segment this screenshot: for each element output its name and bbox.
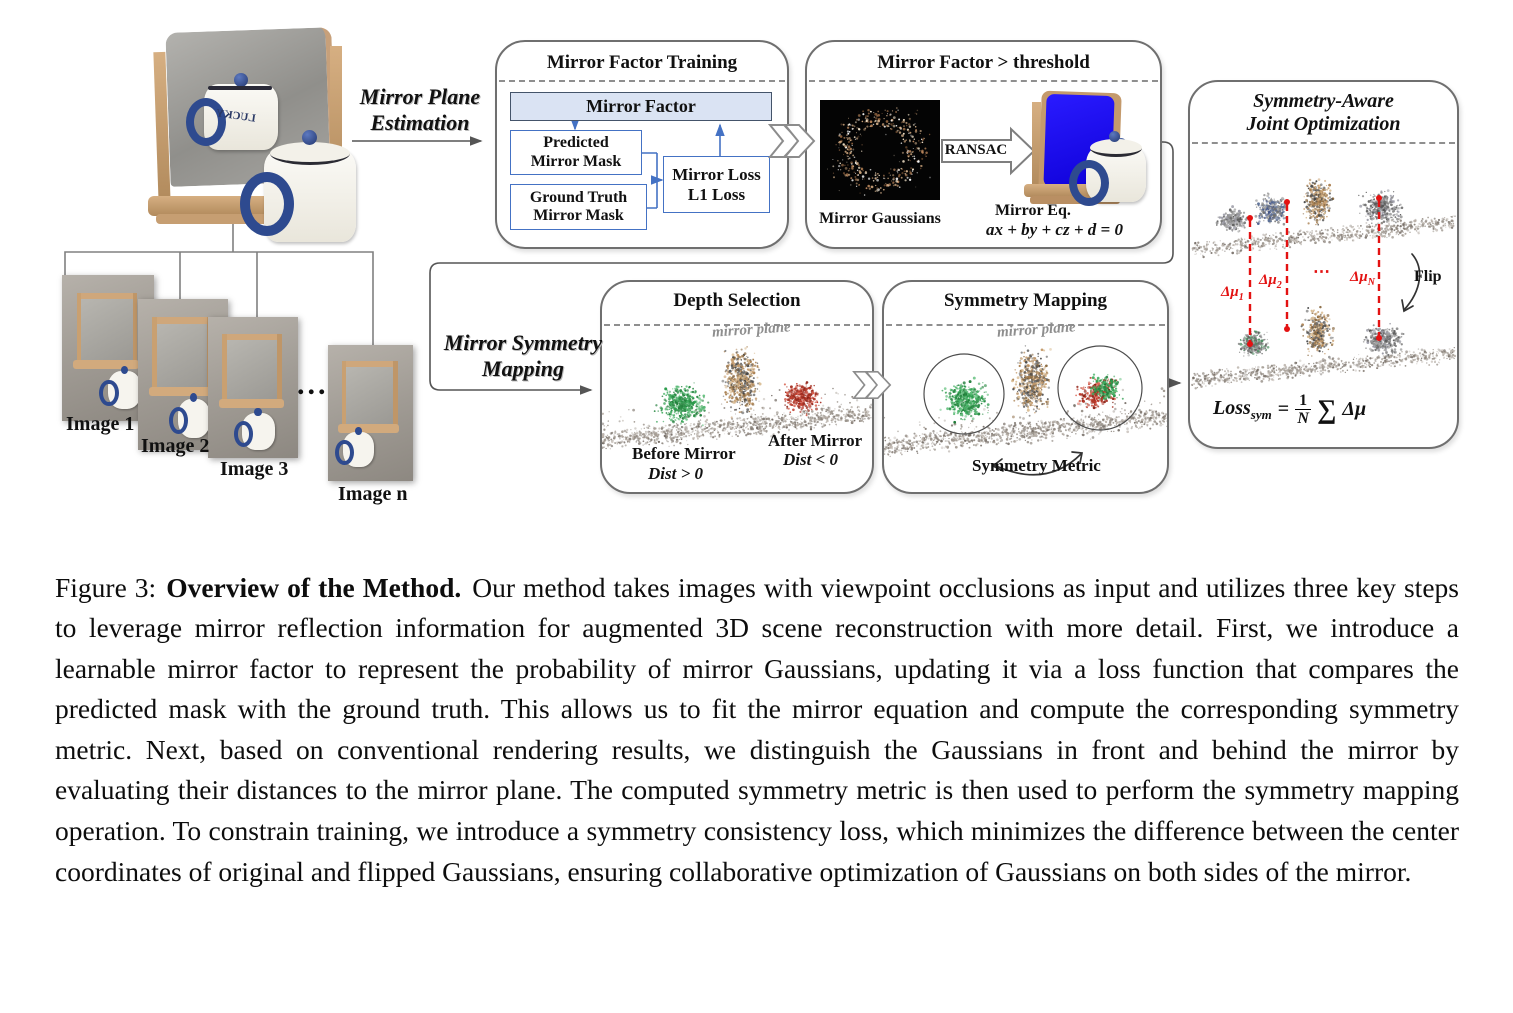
thumb-mirror <box>345 364 394 427</box>
symmetry-metric-label: Symmetry Metric <box>972 456 1101 475</box>
thumb-base <box>73 360 139 369</box>
thumb-mug-handle <box>99 380 118 406</box>
thumb-mug-handle <box>169 407 188 434</box>
fraction-denominator: N <box>1297 410 1309 428</box>
mirror-plane-estimation-label <box>346 84 494 137</box>
delta-mu-1-label <box>1221 284 1244 303</box>
estimation-line2: Estimation <box>370 110 470 136</box>
joint-panel-title-line2: Joint Optimization <box>1246 113 1401 135</box>
summation-sign: ∑ <box>1317 394 1337 425</box>
thumb-frame <box>342 361 398 367</box>
thumb-post <box>222 334 227 402</box>
loss-word <box>1213 397 1272 423</box>
predicted-mirror-mask-box <box>510 130 642 175</box>
eq-mug <box>1086 146 1146 202</box>
input-image-n <box>328 345 413 481</box>
delta-mu-n-base: Δμ <box>1350 269 1368 285</box>
predicted-line2: Mirror Mask <box>530 152 622 170</box>
loss-base: Loss <box>1213 396 1251 419</box>
delta-mu-term: Δμ <box>1342 398 1367 421</box>
reflected-mug-rim <box>208 86 272 90</box>
delta-mu-2-base: Δμ <box>1259 272 1277 288</box>
thumb-mug <box>108 371 141 409</box>
reflected-mug-knob <box>234 73 248 87</box>
ground-truth-mirror-mask-box <box>510 184 647 230</box>
loss-line2: L1 Loss <box>687 184 746 204</box>
scene-photo-mirror-and-mug <box>140 22 362 250</box>
caption-bold-title: Overview of the Method. <box>166 571 462 603</box>
before-dist-label: Dist > 0 <box>648 464 704 483</box>
mapping-mirror-plane-label: mirror plane <box>996 319 1077 341</box>
before-mirror-label: Before Mirror <box>632 444 736 463</box>
mapping-line2: Mapping <box>482 356 564 382</box>
thumb-post <box>152 317 157 389</box>
thumb-mug-knob <box>121 366 128 374</box>
image-n-label: Image n <box>338 483 408 505</box>
scene-mirror-equation <box>1022 86 1152 208</box>
front-mug <box>264 150 356 242</box>
reflected-mug-handle <box>186 98 226 146</box>
mapping-panel-title: Symmetry Mapping <box>943 290 1108 311</box>
double-chevron-icon <box>768 118 816 164</box>
front-mug-knob <box>302 130 317 145</box>
thumb-mug-handle <box>335 440 353 465</box>
delta-mu-1-sub: 1 <box>1238 292 1244 303</box>
input-image-3 <box>208 317 298 458</box>
equals-sign: = <box>1277 398 1290 421</box>
thumb-mug-knob <box>254 408 261 416</box>
depth-panel-title: Depth Selection <box>673 290 801 311</box>
delta-mu-2-label <box>1259 272 1282 291</box>
symmetry-loss-formula <box>1213 392 1366 428</box>
mirror-gaussians-image <box>820 100 940 200</box>
delta-mu-2-sub: 2 <box>1276 280 1282 291</box>
image-3-label: Image 3 <box>220 458 289 480</box>
delta-mu-dots: ⋯ <box>1313 262 1330 281</box>
gt-line2: Mirror Mask <box>533 207 624 224</box>
loss-subscript: sym <box>1250 406 1272 422</box>
thumb-post <box>277 334 282 402</box>
threshold-panel-divider <box>809 80 1158 82</box>
mirror-gaussians-label: Mirror Gaussians <box>819 210 941 227</box>
fraction-numerator: 1 <box>1295 392 1311 410</box>
mirror-equation: ax + by + cz + d = 0 <box>986 220 1123 239</box>
thumb-frame <box>222 334 281 340</box>
mirror-eq-label: Mirror Eq. <box>995 202 1071 219</box>
thumb-base <box>338 424 399 433</box>
joint-panel-title-line1: Symmetry-Aware <box>1253 90 1394 112</box>
ransac-label: RANSAC <box>944 142 1008 158</box>
gt-line1: Ground Truth <box>529 188 628 206</box>
mirror-factor-text: Mirror Factor <box>586 96 696 117</box>
double-chevron-icon <box>852 366 892 404</box>
caption-body: Our method takes images with viewpoint occlusions as input and utilizes three key steps to leverage mirror reflection information for augmented 3D scene reconstruction with more detail. First, we introduce a learnable mirror factor to represent the probability of mirror Gaussians, updating it via a loss function that compares the predicted mask with the ground truth. This allows us to fit the mirror equation and compute the corresponding symmetry metric. Next, based on conventional rendering results, we distinguish the Gaussians in front and behind the mirror by evaluating their distances to the mirror plane. The computed symmetry metric is then used to perform the symmetry mapping operation. To constrain training, we introduce a symmetry consistency loss, which minimizes the difference between the center coordinates of original and flipped Gaussians, ensuring collaborative optimization of Gaussians on both sides of the mirror. <box>55 571 1459 887</box>
mirror-symmetry-mapping-label <box>430 330 616 383</box>
eq-mug-handle <box>1069 160 1109 206</box>
reflected-mug <box>204 84 278 150</box>
eq-mug-knob <box>1109 131 1120 142</box>
after-dist-label: Dist < 0 <box>783 450 839 469</box>
front-mug-lid <box>270 142 350 165</box>
delta-mu-1-base: Δμ <box>1221 284 1239 300</box>
front-mug-handle <box>240 172 294 236</box>
thumb-mirror <box>226 337 278 402</box>
thumb-base <box>219 399 284 408</box>
flip-label: Flip <box>1414 268 1442 285</box>
thumb-base <box>149 387 214 397</box>
thumb-post <box>393 361 397 426</box>
estimation-line1: Mirror Plane <box>359 84 481 109</box>
predicted-line1: Predicted <box>543 134 609 152</box>
mug-brand-text: LUCKY <box>215 107 257 125</box>
image-1-label: Image 1 <box>66 413 135 435</box>
mirror-factor-box <box>510 92 772 121</box>
thumb-post <box>133 293 138 363</box>
thumb-mug <box>178 399 210 438</box>
images-ellipsis: ... <box>297 368 329 401</box>
loss-line1: Mirror Loss <box>672 164 761 184</box>
depth-mirror-plane-label: mirror plane <box>711 319 792 341</box>
thumb-mug <box>343 432 374 467</box>
delta-mu-n-sub: N <box>1367 277 1375 288</box>
one-over-n-fraction <box>1295 392 1311 428</box>
caption-figure-label: Figure 3: <box>55 571 157 603</box>
figure-caption <box>55 568 1459 893</box>
thumb-mirror <box>156 320 208 389</box>
mapping-line1: Mirror Symmetry <box>443 330 603 355</box>
thumb-post <box>342 361 346 426</box>
threshold-panel-title: Mirror Factor > threshold <box>877 52 1090 73</box>
thumb-mirror <box>80 295 133 362</box>
thumb-mug-knob <box>190 393 197 402</box>
training-panel-title: Mirror Factor Training <box>546 52 738 73</box>
thumb-mug-knob <box>355 427 362 435</box>
thumb-mug <box>242 413 274 450</box>
mirror-loss-box <box>663 156 770 213</box>
thumb-post <box>77 293 82 363</box>
delta-mu-n-label <box>1350 269 1375 288</box>
image-2-label: Image 2 <box>141 435 210 457</box>
thumb-frame <box>77 293 138 300</box>
thumb-mug-handle <box>234 421 253 447</box>
thumb-frame <box>152 317 211 324</box>
after-mirror-label: After Mirror <box>768 431 863 450</box>
